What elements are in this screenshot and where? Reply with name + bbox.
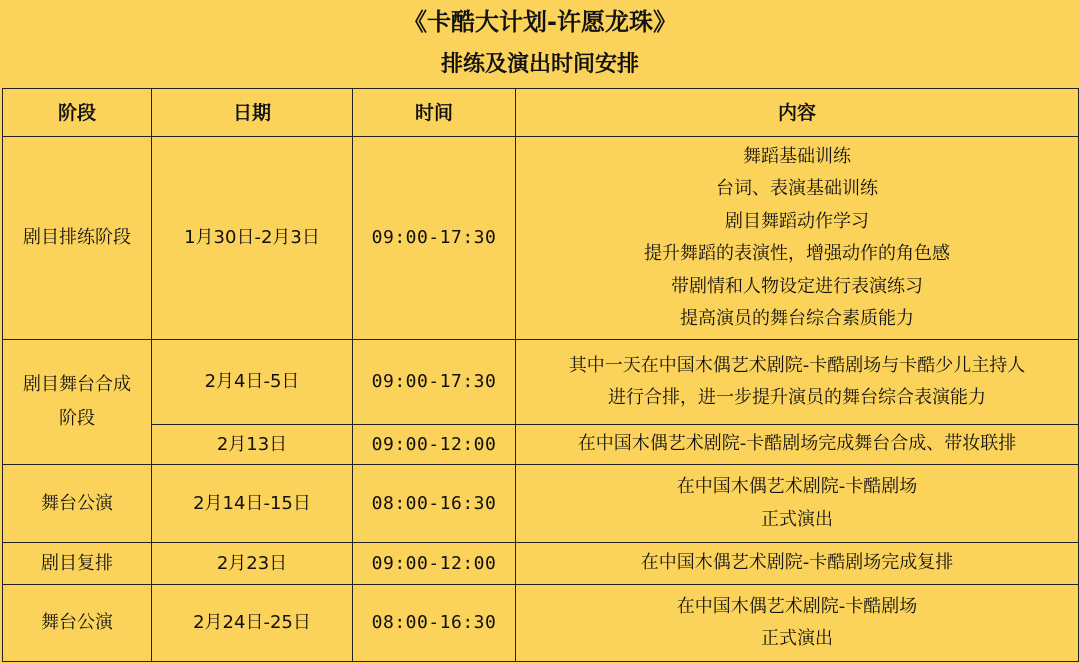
stage-cell: 剧目排练阶段 [3,137,152,340]
date-cell: 2月4日-5日 [152,340,353,425]
time-cell: 09:00-17:30 [353,340,516,425]
stage-cell [3,340,152,465]
table-row [3,585,1079,662]
schedule-table [2,88,1079,662]
content-line: 带剧情和人物设定进行表演练习 [671,275,923,297]
content-line: 剧目舞蹈动作学习 [725,210,869,232]
column-header-time: 时间 [353,89,516,137]
stage-cell: 剧目复排 [3,543,152,585]
date-cell: 1月30日-2月3日 [152,137,353,340]
content-line: 台词、表演基础训练 [716,178,878,199]
content-cell [516,137,1079,340]
date-cell: 2月14日-15日 [152,465,353,543]
content-cell [516,425,1079,465]
content-line: 进行合排，进一步提升演员的舞台综合表演能力 [608,387,986,408]
table-row [3,543,1079,585]
content-cell [516,465,1079,543]
content-line: 在中国木偶艺术剧院-卡酷剧场完成复排 [640,552,954,574]
time-cell: 08:00-16:30 [353,585,516,662]
date-cell: 2月24日-25日 [152,585,353,662]
table-row [3,340,1079,425]
stage-cell: 舞台公演 [3,465,152,543]
content-cell [516,585,1079,662]
content-line: 提升舞蹈的表演性，增强动作的角色感 [644,243,950,264]
table-row [3,465,1079,543]
time-cell: 08:00-16:30 [353,465,516,543]
content-cell [516,340,1079,425]
column-header-content: 内容 [516,89,1079,137]
column-header-date: 日期 [152,89,353,137]
stage-label: 剧目舞台合成阶段 [23,374,131,429]
stage-cell: 舞台公演 [3,585,152,662]
content-cell [516,543,1079,585]
content-line: 舞蹈基础训练 [743,145,851,167]
content-line: 正式演出 [761,508,833,530]
column-header-stage: 阶段 [3,89,152,137]
content-line: 其中一天在中国木偶艺术剧院-卡酷剧场与卡酷少儿主持人 [568,354,1026,376]
content-line: 在中国木偶艺术剧院-卡酷剧场 [676,595,918,617]
content-line: 在中国木偶艺术剧院-卡酷剧场完成舞台合成、带妆联排 [577,433,1017,455]
page-subtitle: 排练及演出时间安排 [440,52,639,77]
table-row [3,137,1079,340]
table-row [3,425,1079,465]
time-cell: 09:00-12:00 [353,425,516,465]
date-cell: 2月13日 [152,425,353,465]
page-title: 《卡酷大计划-许愿龙珠》 [403,8,677,36]
time-cell: 09:00-12:00 [353,543,516,585]
content-line: 提高演员的舞台综合素质能力 [680,308,914,329]
time-cell: 09:00-17:30 [353,137,516,340]
table-header-row [3,89,1079,137]
title-block [0,0,1080,88]
content-line: 在中国木偶艺术剧院-卡酷剧场 [676,476,918,497]
date-cell: 2月23日 [152,543,353,585]
content-line: 正式演出 [761,628,833,649]
